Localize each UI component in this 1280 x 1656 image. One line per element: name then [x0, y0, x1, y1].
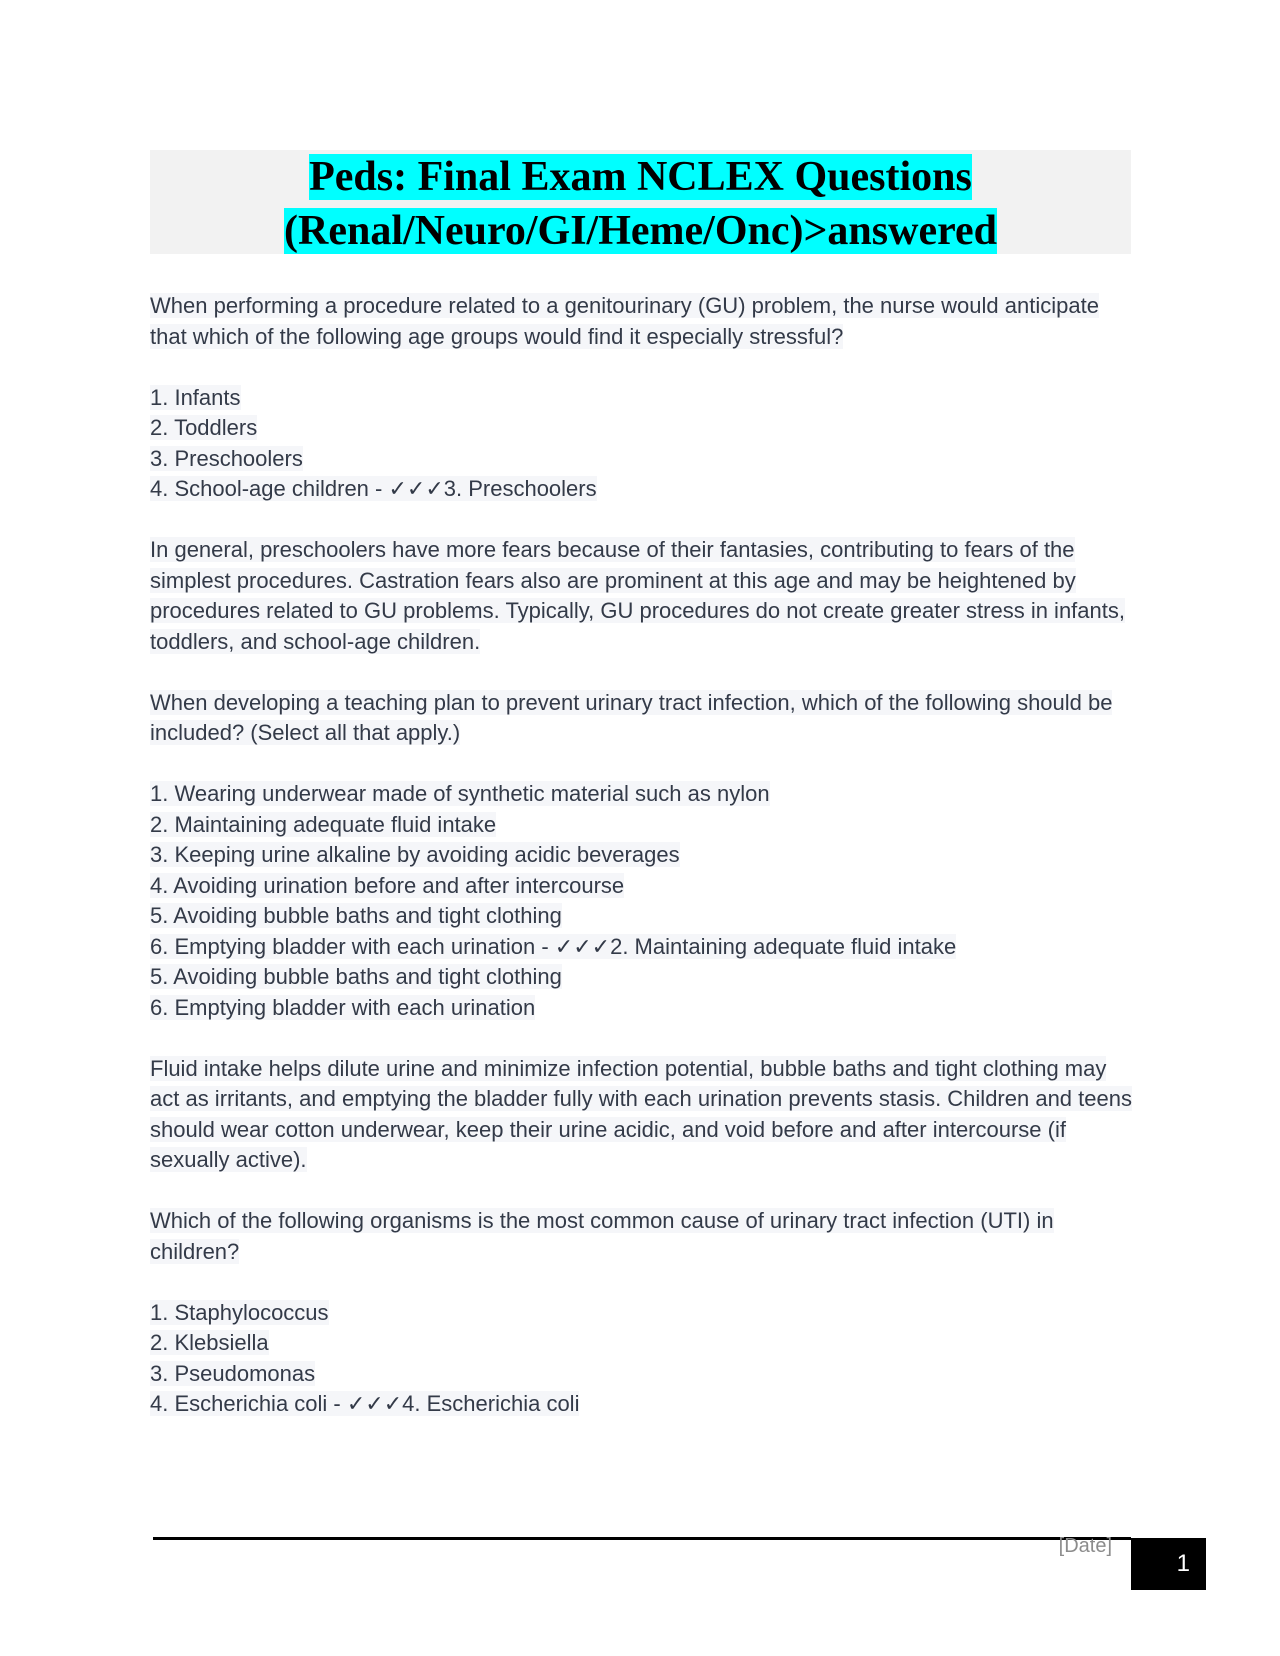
- question-3-prompt: Which of the following organisms is the most common cause of urinary tract infection (UTI) in children?: [150, 1208, 1054, 1264]
- question-2-prompt: When developing a teaching plan to prevent urinary tract infection, which of the following should be included? (Select all that apply.): [150, 689, 1113, 745]
- title-line-2: (Renal/Neuro/GI/Heme/Onc)>answered: [284, 208, 997, 254]
- document-title: [150, 150, 1131, 254]
- question-1-prompt: When performing a procedure related to a genitourinary (GU) problem, the nurse would anticipate that which of the following age groups would find it especially stressful?: [150, 293, 1099, 349]
- answer-option: 1. Infants: [150, 384, 241, 410]
- question-2-rationale: Fluid intake helps dilute urine and minimize infection potential, bubble baths and tight clothing may act as irritants, and emptying the bladder fully with each urination prevents stasis. Children and teens should wear cotton underwear, keep their urine acidic, and void before and after intercourse (if sexually active).: [150, 1055, 1132, 1172]
- answer-option: 3. Keeping urine alkaline by avoiding acidic beverages: [150, 842, 680, 867]
- answer-option: 1. Wearing underwear made of synthetic material such as nylon: [150, 781, 770, 806]
- answer-option: 5. Avoiding bubble baths and tight clothing: [150, 903, 562, 928]
- answer-option: 4. Avoiding urination before and after intercourse: [150, 872, 625, 898]
- answer-option: 3. Pseudomonas: [150, 1360, 316, 1386]
- answer-option: 2. Klebsiella: [150, 1330, 269, 1355]
- answer-option: 3. Preschoolers: [150, 445, 303, 471]
- answer-option: 1. Staphylococcus: [150, 1299, 329, 1325]
- footer-divider: [153, 1537, 1131, 1540]
- answer-option: 2. Toddlers: [150, 415, 258, 440]
- question-1-rationale: In general, preschoolers have more fears because of their fantasies, contributing to fears of the simplest procedures. Castration fears also are prominent at this age and may be heightened by procedures related to GU problems. Typically, GU procedures do not create greater stress in infants, toddlers, and school-age children.: [150, 537, 1125, 654]
- answer-option: 4. Escherichia coli - ✓✓✓4. Escherichia coli: [150, 1391, 580, 1416]
- question-1-options: [150, 383, 1140, 505]
- title-line-1: Peds: Final Exam NCLEX Questions: [309, 154, 972, 200]
- answer-option: 6. Emptying bladder with each urination - ✓✓✓2. Maintaining adequate fluid intake: [150, 933, 957, 959]
- question-3-options: [150, 1298, 1140, 1420]
- document-body: [150, 291, 1140, 1450]
- answer-option: 2. Maintaining adequate fluid intake: [150, 811, 497, 837]
- answer-option: 6. Emptying bladder with each urination: [150, 994, 536, 1020]
- answer-option: 5. Avoiding bubble baths and tight clothing: [150, 964, 562, 989]
- page-number: 1: [1131, 1538, 1206, 1590]
- footer-date: [Date]: [1058, 1535, 1112, 1557]
- answer-option: 4. School-age children - ✓✓✓3. Preschoolers: [150, 476, 597, 501]
- question-2-options: [150, 779, 1140, 1023]
